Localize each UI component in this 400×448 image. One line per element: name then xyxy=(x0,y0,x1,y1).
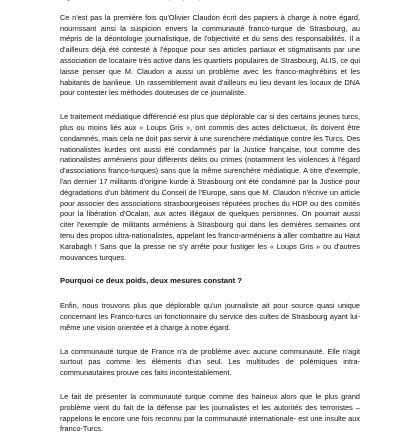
document-body xyxy=(60,0,360,448)
paragraph-claudon-criticism: Ce n'est pas la première fois qu'Olivier Claudon écrit des papiers à charge à notre égard, nourrissant ainsi la suspicion envers la communauté franco-turque de Strasbourg, au mépris de la déontologie journalistique, de l'objectivité et du sens des responsabilités. Il a d'ailleurs déjà été contesté à l'époque pour ses articles partiaux et stigmatisants par une association de locataire très active dans les quartiers populaires de Strasbourg, ALIS, ce qui laisse penser que M. Claudon a aussi un problème avec les franco-maghrébins et les habitants de banlieue. Un rassemblement avait d'ailleurs eu lieu devant les locaux de DNA pour contester les méthodes douteuses de ce journaliste. xyxy=(60,12,360,98)
paragraph-media-treatment: Le traitement médiatique différencié est plus que déplorable car si des certains jeunes turcs, plus ou moins liés aux « Loups Gris », ont commis des actes délictueux, ils doivent être condamnés, mais cela ne doit pas servir à une surenchère médiatique contre les Turcs. Des nationalistes kurdes ont aussi été condamnés par la Justice française, tout comme des nationalistes arméniens pour différents délits ou crimes (notamment les violences à l'égard d'associations franco-turques) sans que la même surenchère médiatique. A titre d'exemple, l'an dernier 17 militants d'origine kurde à Strasbourg ont été condamné par la Justice pour dégradations d'un bâtiment du Conseil de l'Europe, sans que M. Claudon n'écrive un article pour associer des associations strasbourgeoises réputées proches du HDP ou des comités pour la libération d'Ocalan, aux actes illégaux de quelques personnes. On pourrait aussi citer l'exemple de militants arméniens à Strasbourg qui dans les dernières semaines ont tenu des propos ultra-nationalistes, appelant les franco-arméniens à aller combattre au Haut Karabagh ! Sans que la presse ne s'y arrête pour fustiger les « Loups Gris » ou d'autres mouvances turques. xyxy=(60,112,360,262)
paragraph-single-source: Enfin, nous trouvons plus que déplorable qu'un journaliste ait pour source quasi unique concernant les Franco-turcs un fonctionnaire du service des cultes de Strasbourg ayant lui-même une vision orientée et à charge à notre égard. xyxy=(60,301,360,332)
paragraph-community: La communauté turque de France n'a de problème avec aucune communauté. Elle n'agit surtout pas comme les éléments d'un seul. Les multitudes de polémiques intra-communautaires prouve ces faits incontestablement. xyxy=(60,346,360,378)
paragraph-intro-fragment xyxy=(60,0,360,3)
paragraph-insult: Le fait de présenter la communauté turque comme des haineux alors que le plus grand problème vient du fait de la défense par les journalistes et les autorités des terroristes – rappelons le encore une fois reconnu par la communauté internationale- est une insulte aux franco-Turcs. xyxy=(60,391,360,434)
section-heading: Pourquoi ce deux poids, deux mesures constant ? xyxy=(60,276,242,286)
